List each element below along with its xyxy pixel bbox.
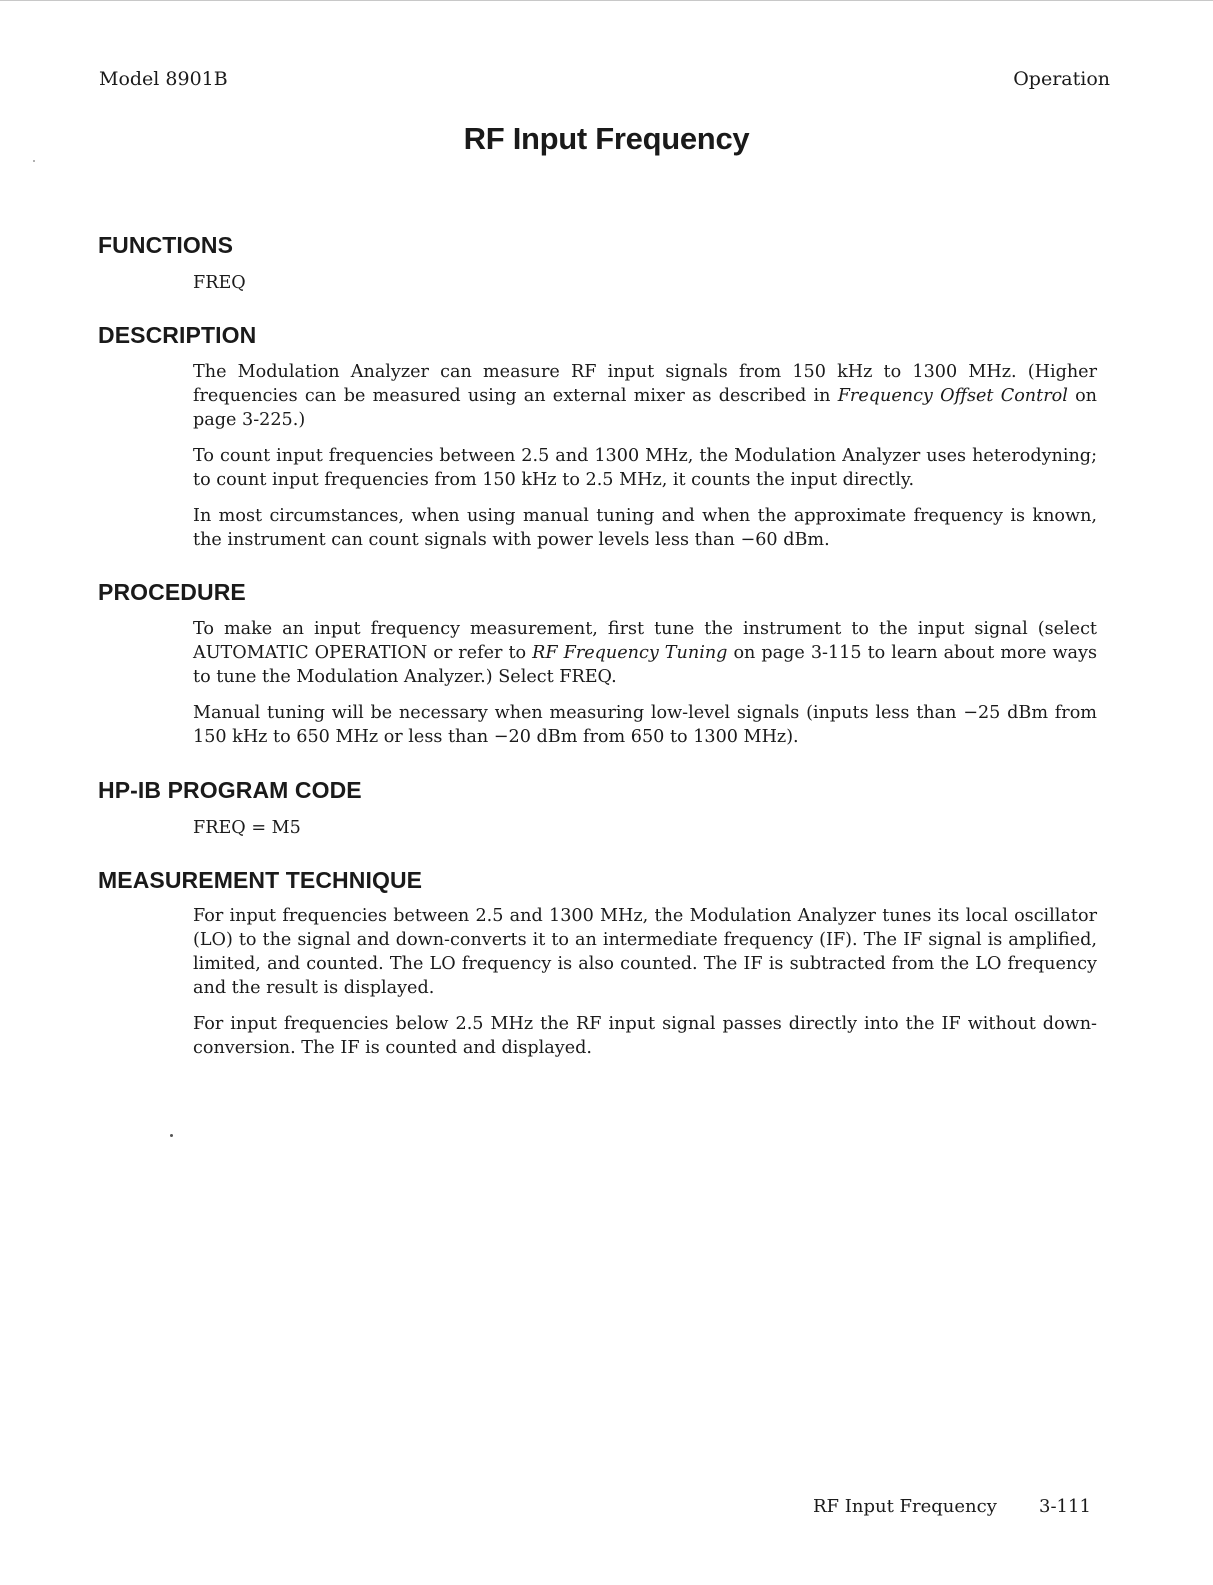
description-p1-text-start: The Modulation Analyzer can measure RF input signals from 150 kHz to 1300 MHz. (Higher frequencies can be measured using an external mixer as described in bbox=[193, 362, 1097, 406]
procedure-paragraph-1 bbox=[193, 617, 1097, 689]
procedure-p1-text-end: on page 3-115 to learn about more ways to tune the Modulation Analyzer.) Select FREQ. bbox=[193, 643, 1097, 687]
scan-speck bbox=[33, 160, 35, 162]
hpib-program-code: FREQ = M5 bbox=[193, 818, 301, 838]
scan-speck bbox=[170, 1134, 173, 1137]
measurement-paragraph-2: For input frequencies below 2.5 MHz the RF input signal passes directly into the IF without down-conversion. The IF is counted and displayed. bbox=[193, 1014, 1097, 1058]
footer-title: RF Input Frequency bbox=[813, 1496, 997, 1517]
functions-heading: FUNCTIONS bbox=[98, 232, 234, 258]
top-border bbox=[0, 0, 1213, 1]
running-head-model: Model 8901B bbox=[99, 68, 228, 90]
description-paragraph-2: To count input frequencies between 2.5 and 1300 MHz, the Modulation Analyzer uses heterodyning; to count input frequencies from 150 kHz to 2.5 MHz, it counts the input directly. bbox=[193, 446, 1097, 490]
description-p1-text-end: on page 3-225.) bbox=[193, 386, 1097, 430]
procedure-heading: PROCEDURE bbox=[98, 579, 246, 605]
description-paragraph-3: In most circumstances, when using manual tuning and when the approximate frequency is known, the instrument can count signals with power levels less than −60 dBm. bbox=[193, 506, 1097, 550]
measurement-heading: MEASUREMENT TECHNIQUE bbox=[98, 867, 423, 893]
procedure-paragraph-2: Manual tuning will be necessary when measuring low-level signals (inputs less than −25 dBm from 150 kHz to 650 MHz or less than −20 dBm from 650 to 1300 MHz). bbox=[193, 703, 1097, 747]
rf-frequency-tuning-reference: RF Frequency Tuning bbox=[532, 643, 728, 663]
frequency-offset-control-reference: Frequency Offset Control bbox=[837, 386, 1068, 406]
hpib-heading: HP-IB PROGRAM CODE bbox=[98, 777, 362, 803]
running-head-section: Operation bbox=[1013, 68, 1110, 90]
footer-page-number: 3-111 bbox=[1039, 1496, 1091, 1517]
procedure-p1-text-start: To make an input frequency measurement, first tune the instrument to the input signal (select AUTOMATIC OPERATION or refer to bbox=[193, 619, 1097, 663]
description-paragraph-1 bbox=[193, 360, 1097, 432]
measurement-paragraph-1: For input frequencies between 2.5 and 1300 MHz, the Modulation Analyzer tunes its local oscillator (LO) to the signal and down-converts it to an intermediate frequency (IF). The IF signal is amplified, limited, and counted. The LO frequency is also counted. The IF is subtracted from the LO frequency and the result is displayed. bbox=[193, 906, 1097, 998]
page-title: RF Input Frequency bbox=[463, 121, 750, 156]
functions-value: FREQ bbox=[193, 273, 246, 293]
description-heading: DESCRIPTION bbox=[98, 322, 257, 348]
